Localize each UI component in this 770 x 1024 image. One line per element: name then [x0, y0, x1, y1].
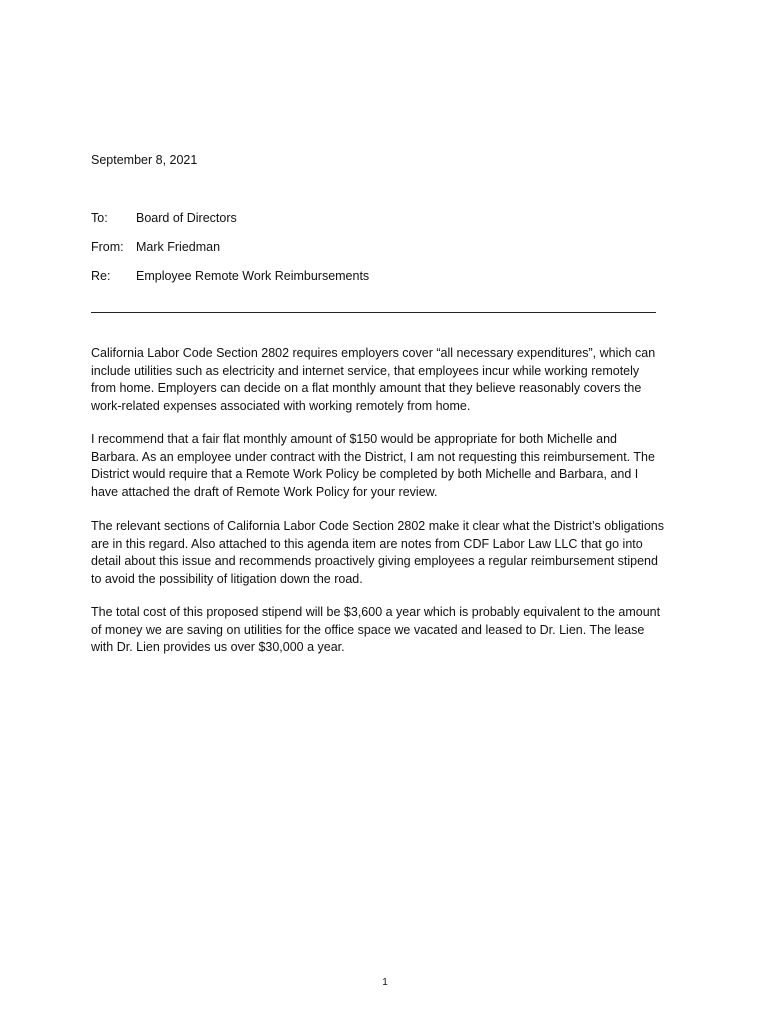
body-paragraph [91, 518, 691, 588]
body-paragraph [91, 345, 691, 415]
memo-re-row [91, 268, 369, 285]
paragraph-line: Barbara. As an employee under contract with the District, I am not requesting this reimbursement. The [91, 449, 655, 464]
paragraph-line: have attached the draft of Remote Work Policy for your review. [91, 484, 438, 499]
paragraph-line: of money we are saving on utilities for the office space we vacated and leased to Dr. Lien. The lease [91, 622, 645, 637]
memo-re-value: Employee Remote Work Reimbursements [136, 269, 370, 283]
body-paragraph [91, 604, 691, 657]
paragraph-line: detail about this issue and recommends proactively giving employees a regular reimbursement stipend [91, 554, 658, 568]
paragraph-line: California Labor Code Section 2802 requires employers cover “all necessary expenditures”, which can [91, 346, 656, 360]
page-number: 1 [382, 977, 388, 988]
paragraph-line: work-related expenses associated with working remotely from home. [91, 398, 471, 413]
body-paragraph [91, 431, 691, 501]
memo-date: September 8, 2021 [91, 153, 198, 167]
memo-from-row [91, 239, 220, 256]
paragraph-line: District would require that a Remote Work Policy be completed by both Michelle and Barbara, and I [91, 467, 639, 481]
paragraph-line: include utilities such as electricity and internet service, that employees incur while working remotely [91, 363, 640, 378]
paragraph-line: with Dr. Lien provides us over $30,000 a year. [91, 640, 345, 654]
memo-to-value: Board of Directors [136, 211, 237, 225]
paragraph-line: are in this regard. Also attached to this agenda item are notes from CDF Labor Law LLC that go into [91, 536, 643, 551]
paragraph-line: from home. Employers can decide on a flat monthly amount that they believe reasonably covers the [91, 381, 642, 395]
paragraph-line: I recommend that a fair flat monthly amount of $150 would be appropriate for both Michelle and [91, 432, 617, 446]
memo-from-value: Mark Friedman [136, 240, 221, 254]
paragraph-line: The total cost of this proposed stipend will be $3,600 a year which is probably equivalent to the amount [91, 605, 661, 619]
memo-to-row [91, 210, 237, 227]
header-divider [91, 312, 656, 313]
memo-re-label: Re: [91, 269, 111, 283]
paragraph-line: The relevant sections of California Labor Code Section 2802 make it clear what the District’s obligations [91, 519, 664, 533]
paragraph-line: to avoid the possibility of litigation down the road. [91, 571, 363, 586]
memo-to-label: To: [91, 211, 108, 225]
memo-from-label: From: [91, 240, 124, 254]
